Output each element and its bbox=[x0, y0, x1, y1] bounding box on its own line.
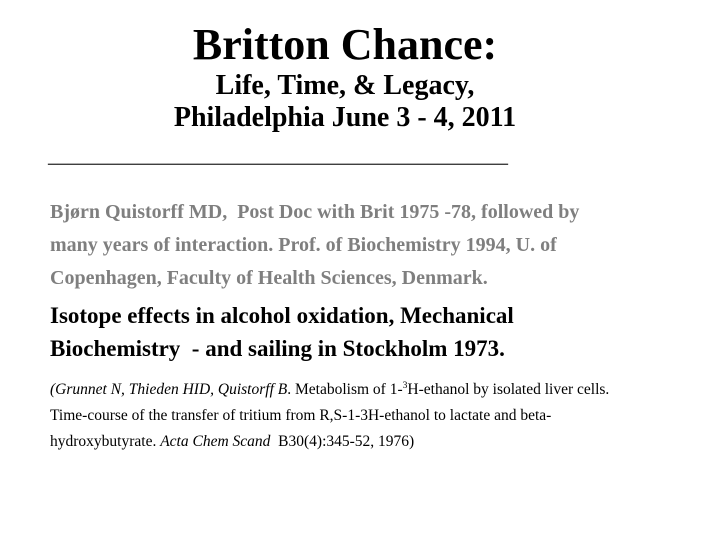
citation-segment-2: H-ethanol by isolated liver cells. Time-course of the transfer of tritium from R,S-1-3H-ethanol to lactate and beta-hydroxybutyrate. bbox=[50, 381, 613, 450]
citation-paragraph bbox=[50, 377, 650, 455]
citation-journal: Acta Chem Scand bbox=[160, 433, 271, 450]
slide-subtitle-line1: Life, Time, & Legacy, bbox=[215, 70, 475, 101]
speaker-line-3: Copenhagen, Faculty of Health Sciences, Denmark. bbox=[50, 267, 488, 289]
topic-paragraph bbox=[50, 299, 650, 365]
citation-segment-1: . Metabolism of 1- bbox=[287, 381, 403, 398]
speaker-line-1: Bjørn Quistorff MD, Post Doc with Brit 1975 -78, followed by bbox=[50, 201, 580, 223]
citation-authors: (Grunnet N, Thieden HID, Quistorff B bbox=[50, 381, 288, 398]
slide-title: Britton Chance: bbox=[192, 20, 498, 69]
speaker-line-2: many years of interaction. Prof. of Biochemistry 1994, U. of bbox=[50, 234, 557, 256]
speaker-paragraph bbox=[50, 196, 650, 295]
topic-line-2: Biochemistry - and sailing in Stockholm 1973. bbox=[50, 336, 505, 361]
citation-segment-3: B30(4):345-52, 1976) bbox=[270, 433, 415, 450]
slide-subtitle-line2: Philadelphia June 3 - 4, 2011 bbox=[173, 102, 517, 133]
title-block bbox=[48, 20, 642, 134]
topic-line-1: Isotope effects in alcohol oxidation, Mechanical bbox=[50, 303, 514, 328]
citation-superscript: 3 bbox=[402, 379, 408, 391]
divider-line: ______________________________________________ bbox=[48, 145, 508, 167]
